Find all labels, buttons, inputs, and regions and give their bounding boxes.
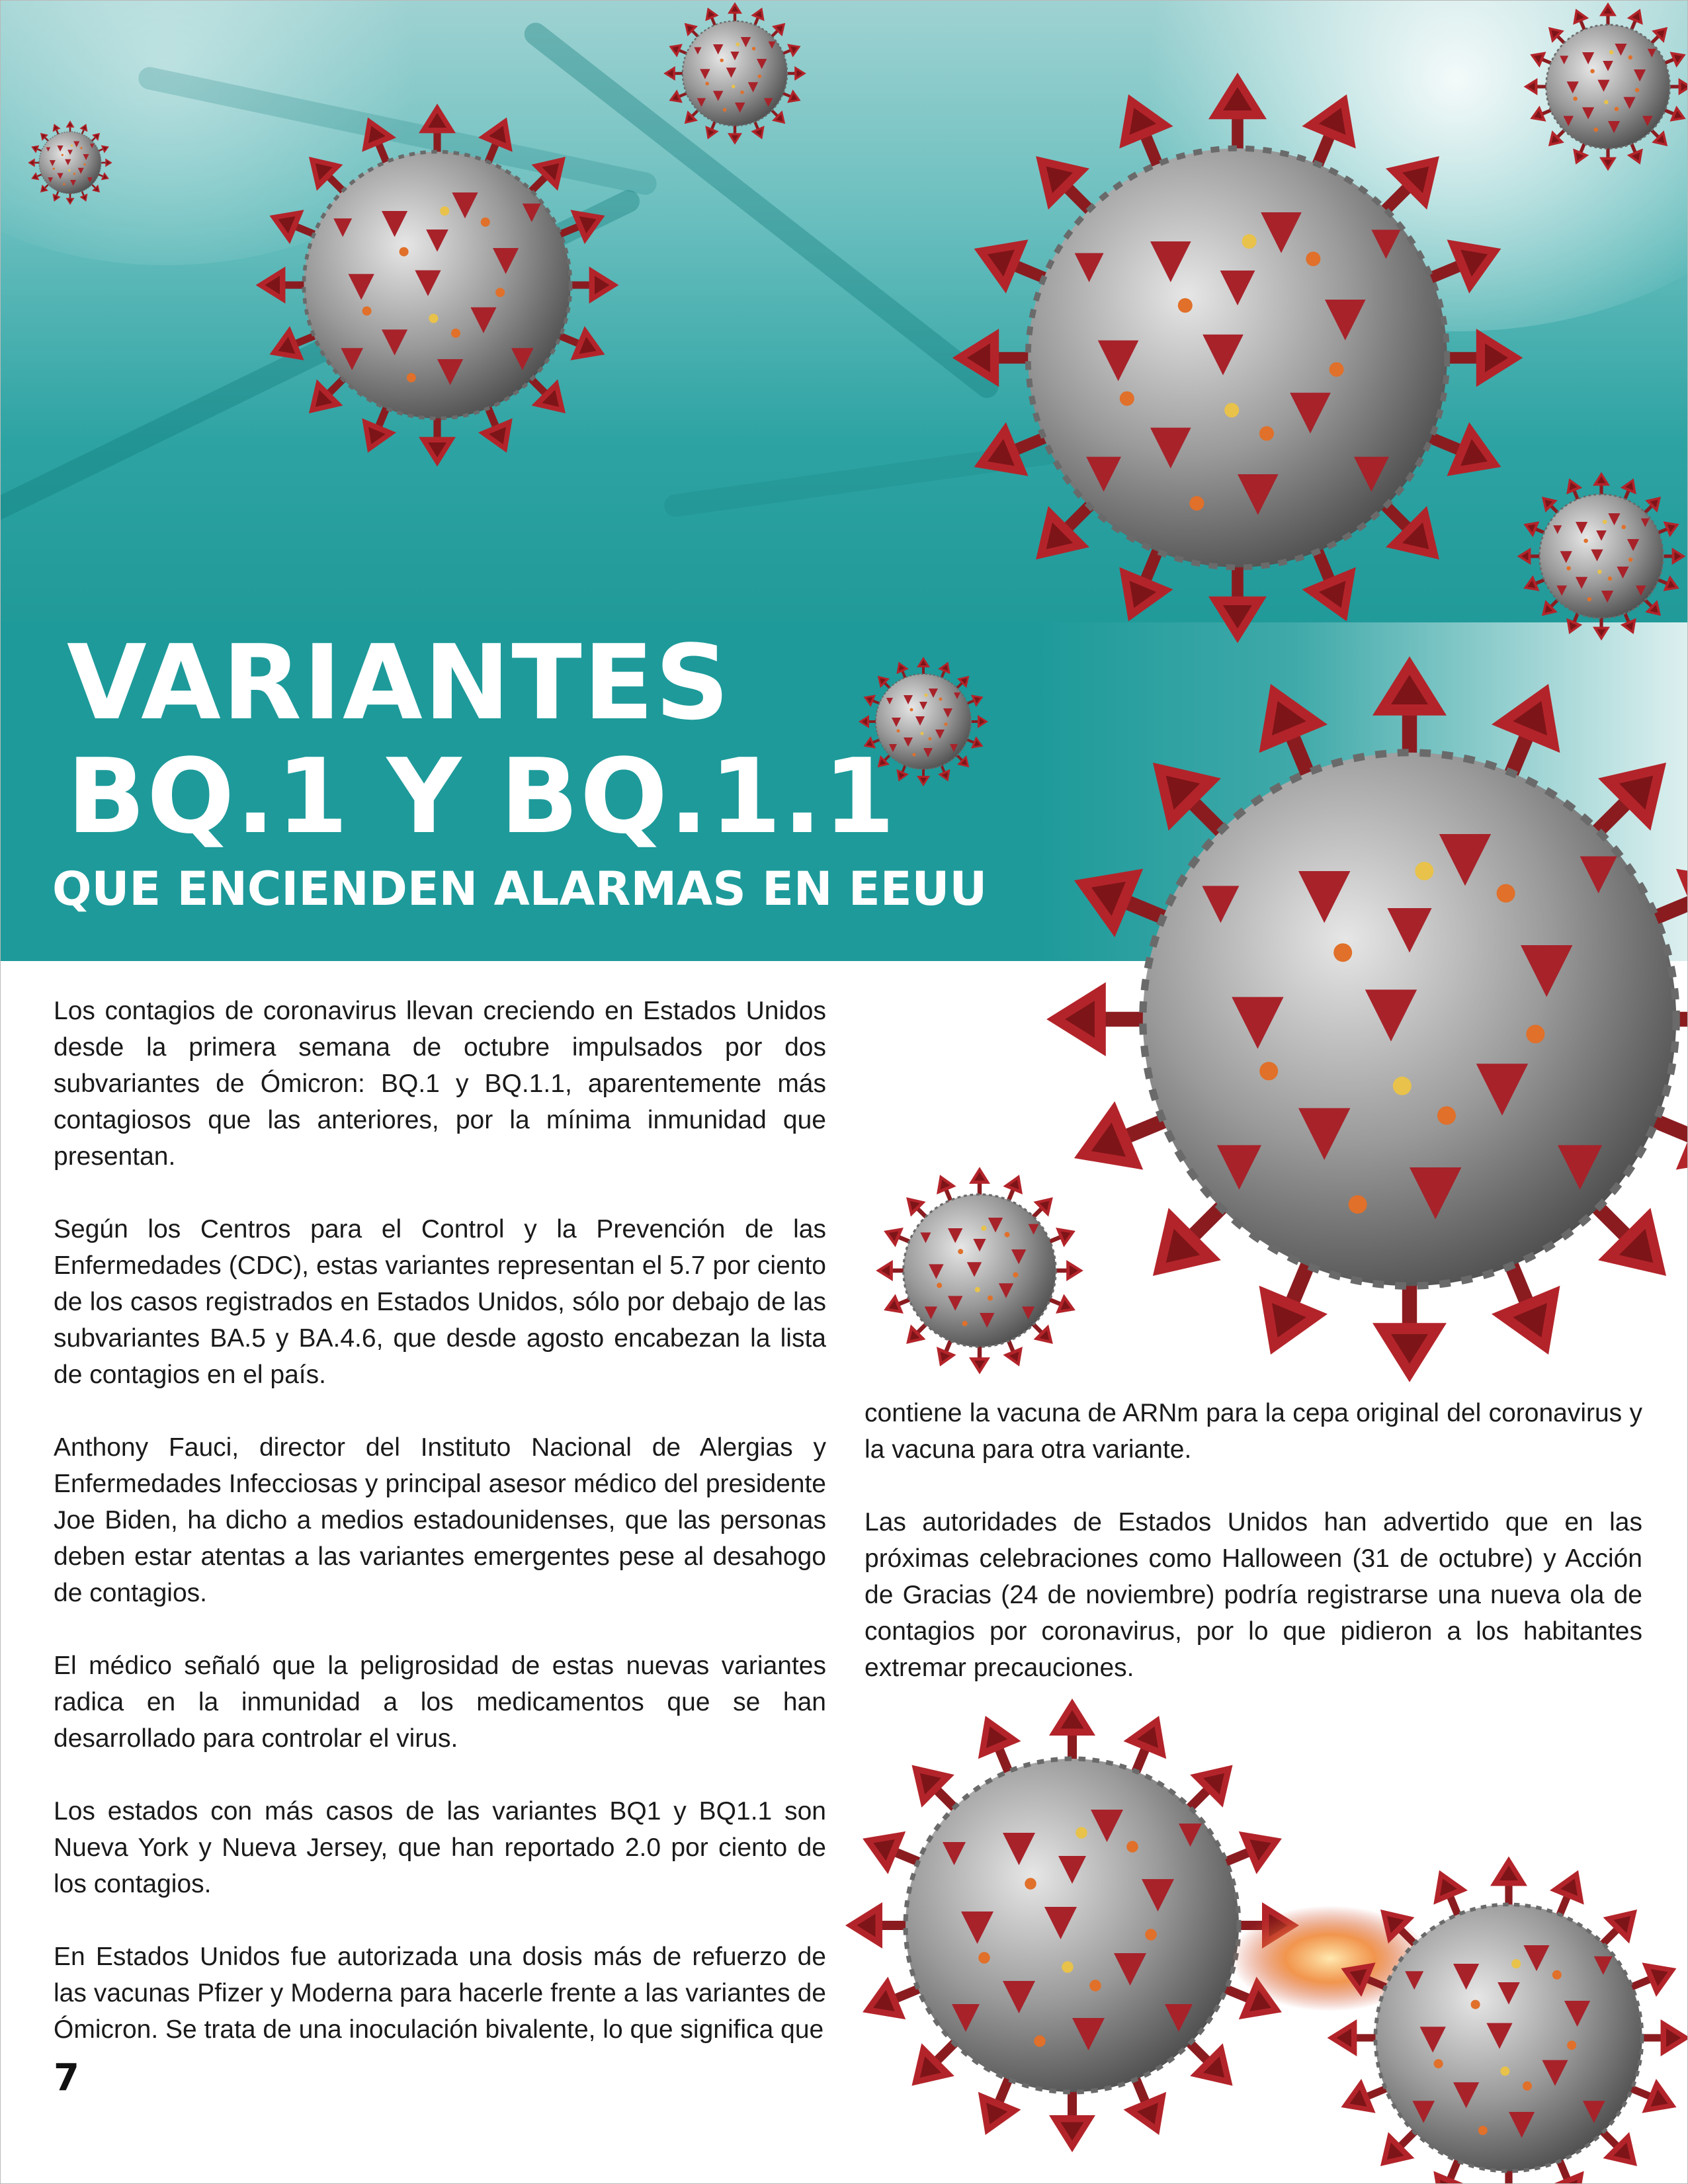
coronavirus-illustration <box>662 1 808 146</box>
article-paragraph: Según los Centros para el Control y la Prevención de las Enfermedades (CDC), estas variantes representan el 5.7 por ciento de los casos registrados en Estados Unidos, sólo por debajo de las subvariantes BA.5 y BA.4.6, que desde agosto encabezan la lista de contagios en el país. <box>54 1215 826 1389</box>
coronavirus-illustration <box>252 100 622 470</box>
article-paragraph: contiene la vacuna de ARNm para la cepa original del coronavirus y la vacuna para otra variante. <box>865 1399 1642 1464</box>
coronavirus-illustration <box>947 67 1529 649</box>
article-paragraph: Anthony Fauci, director del Instituto Nacional de Alergias y Enfermedades Infecciosas y principal asesor médico del presidente Joe Biden, ha dicho a medios estadounidenses, que las personas deben estar atentas a las variantes emergentes pese al desahogo de contagios. <box>54 1433 826 1607</box>
coronavirus-illustration <box>27 120 113 206</box>
article-paragraph: Los estados con más casos de las variantes BQ1 y BQ1.1 son Nueva York y Nueva Jersey, que han reportado 2.0 por ciento de los contagios. <box>54 1797 826 1898</box>
left-text-column <box>54 993 826 2084</box>
article-paragraph: Las autoridades de Estados Unidos han advertido que en las próximas celebraciones como Halloween (31 de octubre) y Acción de Gracias (24 de noviembre) podría registrarse una nueva ola de contagios por coronavirus, por lo que pidieron a los habitantes extremar precauciones. <box>865 1508 1642 1682</box>
article-paragraph: El médico señaló que la peligrosidad de estas nuevas variantes radica en la inmunidad a los medicamentos que se han desarrollado para controlar el virus. <box>54 1652 826 1753</box>
article-paragraph: Los contagios de coronavirus llevan creciendo en Estados Unidos desde la primera semana de octubre impulsados por dos subvariantes de Ómicron: BQ.1 y BQ.1.1, aparentemente más contagiosos que las anteriores, por la mínima inmunidad que presentan. <box>54 997 826 1171</box>
article-subtitle: QUE ENCIENDEN ALARMAS EN EEUU <box>52 862 988 916</box>
coronavirus-illustration <box>1324 1853 1688 2184</box>
article-title <box>67 622 897 857</box>
article-paragraph: En Estados Unidos fue autorizada una dosis más de refuerzo de las vacunas Pfizer y Moderna para hacerle frente a las variantes de Ómicron. Se trata de una inoculación bivalente, lo que significa que <box>54 1943 826 2044</box>
article-title-line-1: VARIANTES <box>67 622 731 743</box>
article-title-line-2: BQ.1 Y BQ.1.1 <box>67 736 897 857</box>
coronavirus-illustration <box>1515 470 1687 642</box>
right-text-column <box>865 1395 1642 1722</box>
page-number: 7 <box>54 2056 79 2099</box>
coronavirus-illustration <box>1522 1 1688 173</box>
coronavirus-illustration <box>874 1165 1085 1376</box>
coronavirus-illustration <box>1039 649 1688 1390</box>
